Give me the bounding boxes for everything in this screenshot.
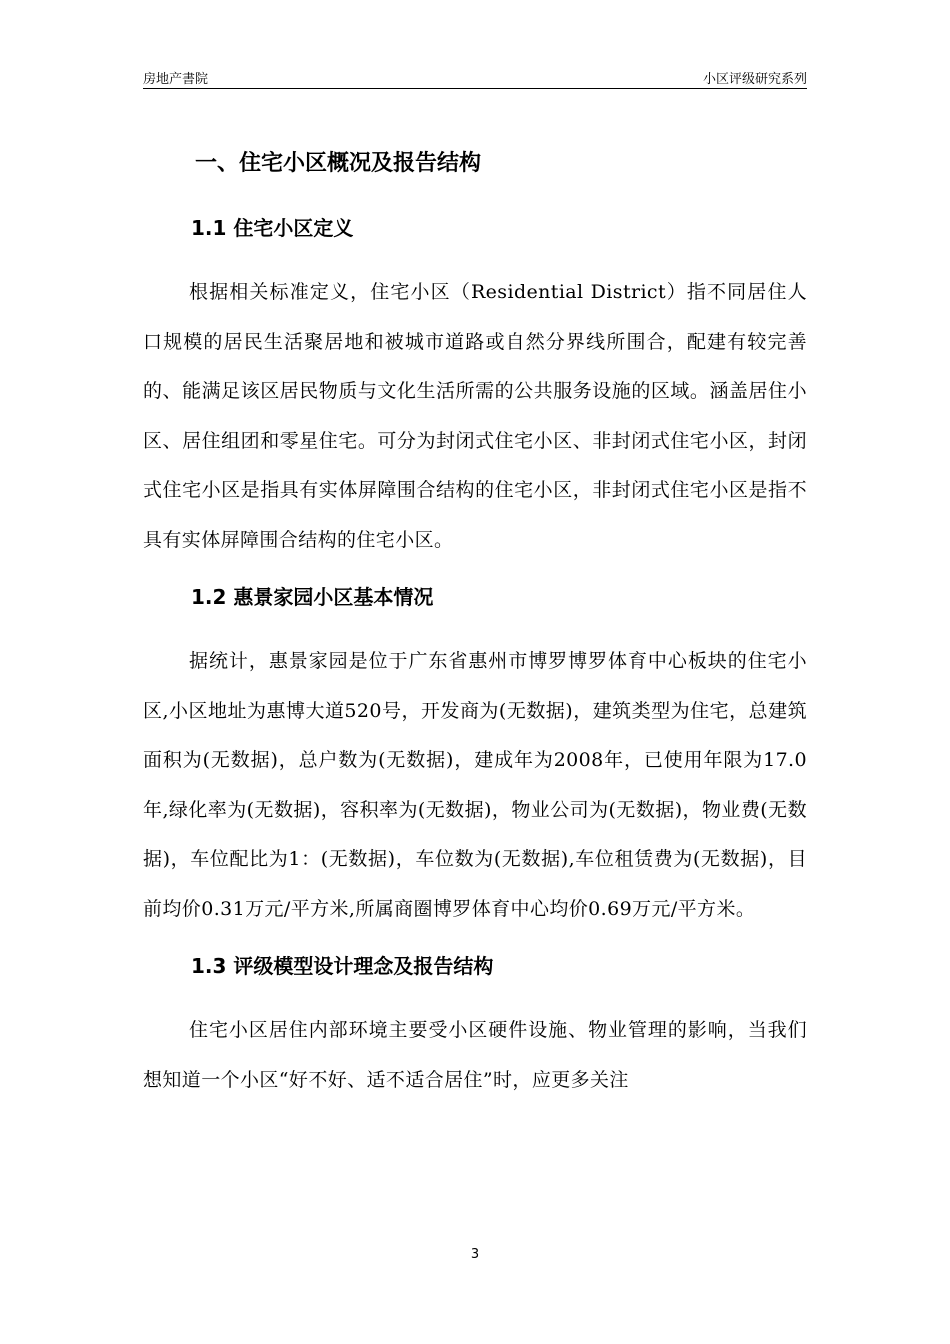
section-paragraph-1-2: 据统计，惠景家园是位于广东省惠州市博罗博罗体育中心板块的住宅小区,小区地址为惠博大道520号，开发商为(无数据)，建筑类型为住宅，总建筑面积为(无数据)，总户数为(无数据)，建成年为2008年，已使用年限为17.0年,绿化率为(无数据)，容积率为(无数据)，物业公司为(无数据)，物业费(无数据)，车位配比为1：(无数据)，车位数为(无数据),车位租赁费为(无数据)，目前均价0.31万元/平方米,所属商圈博罗体育中心均价0.69万元/平方米。 — [143, 650, 807, 920]
section-heading-1-1: 1.1 住宅小区定义 — [191, 216, 354, 240]
section-paragraph-1-1: 根据相关标准定义，住宅小区（Residential District）指不同居住人口规模的居民生活聚居地和被城市道路或自然分界线所围合，配建有较完善的、能满足该区居民物质与文化生活所需的公共服务设施的区域。涵盖居住小区、居住组团和零星住宅。可分为封闭式住宅小区、非封闭式住宅小区，封闭式住宅小区是指具有实体屏障围合结构的住宅小区，非封闭式住宅小区是指不具有实体屏障围合结构的住宅小区。 — [143, 281, 807, 551]
section-heading-1-2: 1.2 惠景家园小区基本情况 — [191, 585, 434, 609]
header-publisher: 房地产書院 — [143, 72, 209, 87]
header-series-title: 小区评级研究系列 — [702, 72, 807, 87]
page-header — [143, 66, 807, 89]
page-content — [143, 142, 807, 1105]
section-heading-1-3: 1.3 评级模型设计理念及报告结构 — [191, 954, 494, 978]
chapter-title: 一、住宅小区概况及报告结构 — [195, 151, 482, 176]
section-paragraph-1-3: 住宅小区居住内部环境主要受小区硬件设施、物业管理的影响，当我们想知道一个小区“好不好、适不适合居住”时，应更多关注 — [143, 1019, 807, 1091]
page-number: 3 — [470, 1247, 480, 1262]
